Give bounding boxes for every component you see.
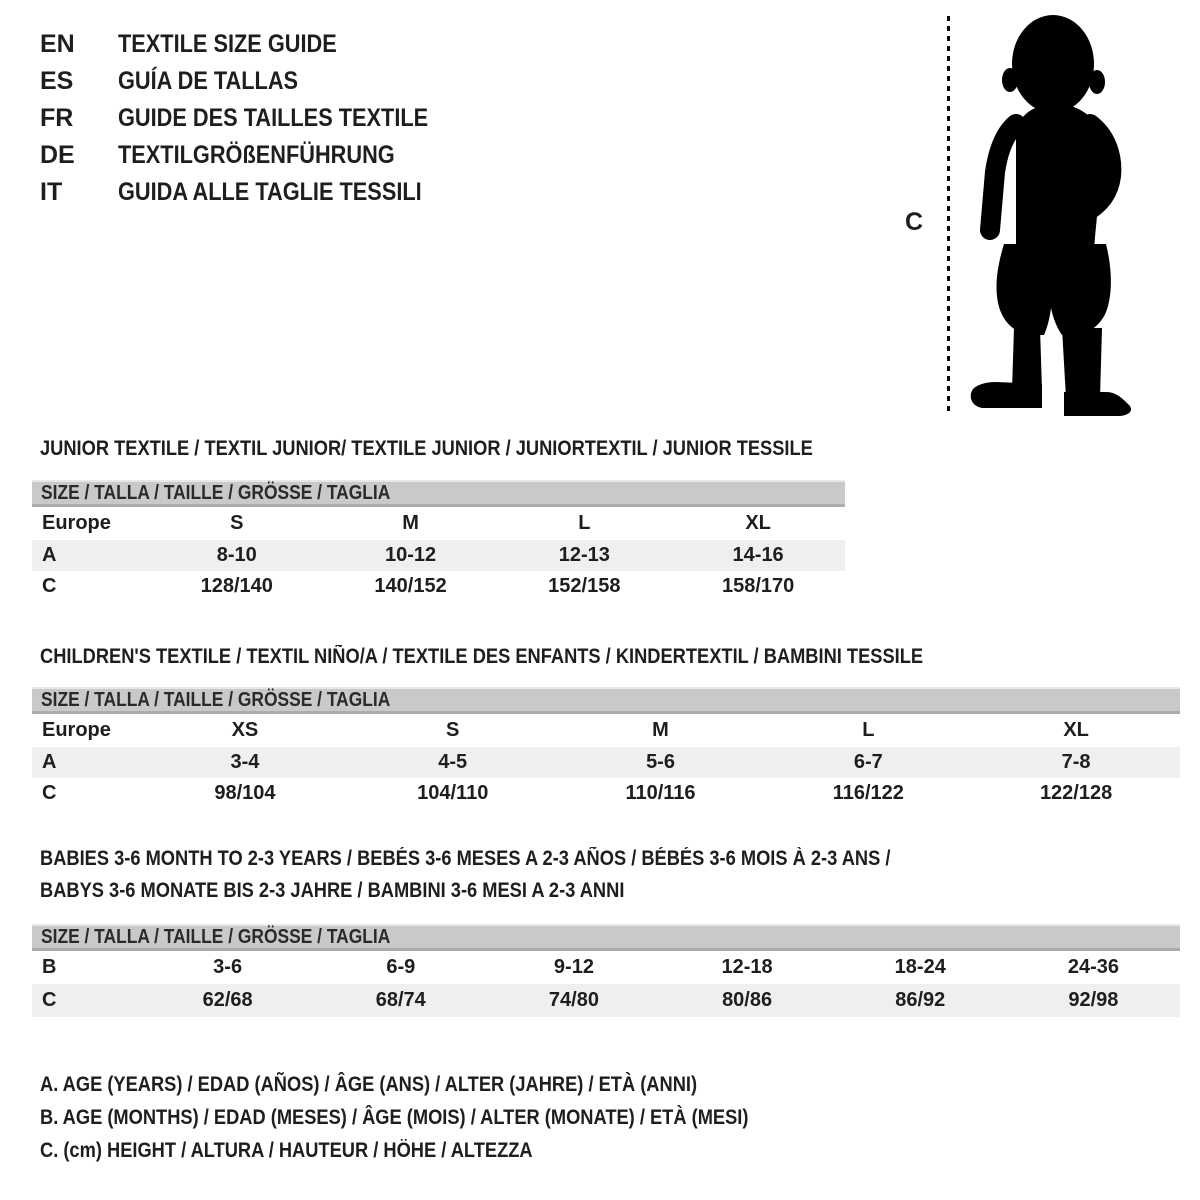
size-header-cell: L bbox=[578, 512, 591, 534]
value-cell: 62/68 bbox=[202, 989, 253, 1011]
row-label-cell: A bbox=[42, 751, 57, 773]
value-cell: 7-8 bbox=[1061, 751, 1091, 773]
value-cell: 6-7 bbox=[853, 751, 883, 773]
junior-size-table bbox=[32, 480, 845, 602]
value-cell: 14-16 bbox=[732, 544, 784, 566]
value-cell: 68/74 bbox=[375, 989, 426, 1011]
value-cell: 6-9 bbox=[386, 956, 416, 978]
language-code: FR bbox=[40, 104, 74, 132]
language-title: GUÍA DE TALLAS bbox=[118, 67, 299, 95]
language-title: TEXTILE SIZE GUIDE bbox=[118, 30, 337, 58]
size-header-cell: M bbox=[652, 719, 669, 741]
row-label-cell: C bbox=[42, 989, 57, 1011]
language-code: IT bbox=[40, 178, 63, 206]
table-row-age bbox=[32, 540, 845, 571]
toddler-silhouette-icon bbox=[960, 12, 1144, 416]
junior-section-title bbox=[40, 433, 928, 465]
babies-size-table bbox=[32, 924, 1180, 1017]
language-row-fr bbox=[40, 100, 475, 137]
value-cell: 140/152 bbox=[374, 575, 447, 597]
value-cell: 122/128 bbox=[1039, 782, 1113, 804]
height-measure-dashed-line bbox=[947, 16, 950, 416]
value-cell: 74/80 bbox=[548, 989, 599, 1011]
table-row-height bbox=[32, 778, 1180, 809]
language-title-list bbox=[40, 26, 475, 211]
value-cell: 86/92 bbox=[895, 989, 946, 1011]
size-header-cell: S bbox=[230, 512, 244, 534]
babies-section-title bbox=[40, 843, 1018, 907]
language-code: ES bbox=[40, 67, 74, 95]
value-cell: 3-4 bbox=[230, 751, 260, 773]
size-header-text: SIZE / TALLA / TAILLE / GRÖSSE / TAGLIA bbox=[41, 926, 391, 948]
row-label-cell: B bbox=[42, 956, 57, 978]
value-cell: 10-12 bbox=[384, 544, 437, 566]
row-label-cell: C bbox=[42, 782, 57, 804]
region-header-cell: Europe bbox=[42, 512, 111, 534]
measure-legend bbox=[40, 1068, 854, 1167]
value-cell: 128/140 bbox=[200, 575, 273, 597]
table-row-height bbox=[32, 984, 1180, 1017]
language-row-en bbox=[40, 26, 475, 63]
size-header-bar bbox=[32, 480, 845, 507]
size-header-cell: L bbox=[862, 719, 875, 741]
language-row-es bbox=[40, 63, 475, 100]
language-title: TEXTILGRÖßENFÜHRUNG bbox=[118, 141, 395, 169]
table-header-row bbox=[32, 507, 845, 540]
table-header-row bbox=[32, 714, 1180, 747]
value-cell: 5-6 bbox=[646, 751, 675, 773]
legend-text: A. AGE (YEARS) / EDAD (AÑOS) / ÂGE (ANS) / ALTER (JAHRE) / ETÀ (ANNI) bbox=[40, 1073, 698, 1096]
value-cell: 9-12 bbox=[553, 956, 594, 978]
size-header-text: SIZE / TALLA / TAILLE / GRÖSSE / TAGLIA bbox=[41, 482, 391, 504]
value-cell: 110/116 bbox=[625, 782, 696, 804]
legend-line-b bbox=[40, 1101, 854, 1134]
children-section-title bbox=[40, 641, 1055, 673]
size-header-bar bbox=[32, 687, 1180, 714]
table-row-height bbox=[32, 571, 845, 602]
value-cell: 12-13 bbox=[558, 544, 610, 566]
legend-text: B. AGE (MONTHS) / EDAD (MESES) / ÂGE (MOIS) / ALTER (MONATE) / ETÀ (MESI) bbox=[40, 1106, 749, 1129]
value-cell: 152/158 bbox=[548, 575, 621, 597]
language-code: EN bbox=[40, 30, 75, 58]
height-measure-label: C bbox=[905, 208, 924, 236]
size-header-cell: M bbox=[402, 512, 419, 534]
language-row-de bbox=[40, 137, 475, 174]
size-header-text: SIZE / TALLA / TAILLE / GRÖSSE / TAGLIA bbox=[41, 689, 391, 711]
size-header-cell: XL bbox=[1063, 719, 1089, 741]
value-cell: 12-18 bbox=[721, 956, 773, 978]
language-title: GUIDE DES TAILLES TEXTILE bbox=[118, 104, 429, 132]
legend-text: C. (cm) HEIGHT / ALTURA / HAUTEUR / HÖHE / ALTEZZA bbox=[40, 1139, 533, 1162]
value-cell: 98/104 bbox=[214, 782, 276, 804]
table-row-age bbox=[32, 747, 1180, 778]
region-header-cell: Europe bbox=[42, 719, 111, 741]
value-cell: 92/98 bbox=[1068, 989, 1119, 1011]
value-cell: 18-24 bbox=[894, 956, 946, 978]
size-header-bar bbox=[32, 924, 1180, 951]
legend-line-a bbox=[40, 1068, 854, 1101]
size-header-cell: XL bbox=[745, 512, 771, 534]
table-row-age-months bbox=[32, 951, 1180, 984]
value-cell: 80/86 bbox=[722, 989, 773, 1011]
language-row-it bbox=[40, 174, 475, 211]
language-code: DE bbox=[40, 141, 75, 169]
language-title: GUIDA ALLE TAGLIE TESSILI bbox=[118, 178, 422, 206]
legend-line-c bbox=[40, 1134, 854, 1167]
row-label-cell: C bbox=[42, 575, 57, 597]
children-size-table bbox=[32, 687, 1180, 809]
value-cell: 24-36 bbox=[1067, 956, 1119, 978]
value-cell: 104/110 bbox=[417, 782, 489, 804]
junior-section-title-text: JUNIOR TEXTILE / TEXTIL JUNIOR/ TEXTILE JUNIOR / JUNIORTEXTIL / JUNIOR TESSILE bbox=[40, 437, 813, 460]
row-label-cell: A bbox=[42, 544, 57, 566]
babies-section-title-line1: BABIES 3-6 MONTH TO 2-3 YEARS / BEBÉS 3-6 MESES A 2-3 AÑOS / BÉBÉS 3-6 MOIS À 2-3 ANS / bbox=[40, 847, 891, 870]
value-cell: 116/122 bbox=[832, 782, 904, 804]
value-cell: 4-5 bbox=[438, 751, 468, 773]
babies-section-title-line2: BABYS 3-6 MONATE BIS 2-3 JAHRE / BAMBINI 3-6 MESI A 2-3 ANNI bbox=[40, 879, 625, 902]
value-cell: 3-6 bbox=[213, 956, 243, 978]
size-header-cell: S bbox=[446, 719, 460, 741]
children-section-title-text: CHILDREN'S TEXTILE / TEXTIL NIÑO/A / TEXTILE DES ENFANTS / KINDERTEXTIL / BAMBINI TESSILE bbox=[40, 645, 924, 668]
value-cell: 158/170 bbox=[721, 575, 795, 597]
value-cell: 8-10 bbox=[216, 544, 257, 566]
size-header-cell: XS bbox=[231, 719, 259, 741]
